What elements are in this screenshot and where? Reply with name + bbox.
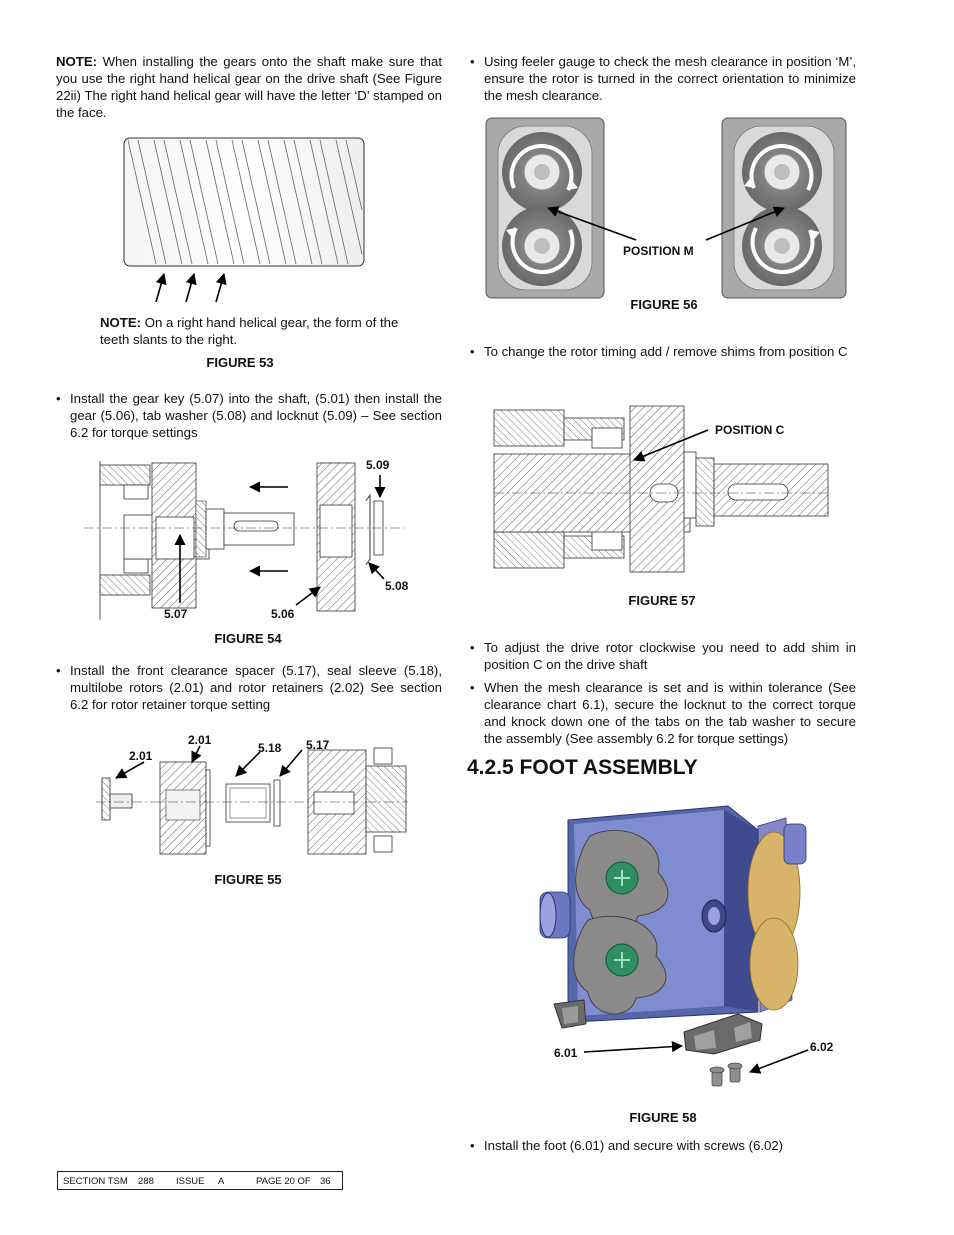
figure-55-caption: FIGURE 55 xyxy=(214,872,282,887)
label-5-07: 5.07 xyxy=(164,607,188,621)
footer-issue-label: ISSUE xyxy=(176,1176,205,1187)
bullet-icon: • xyxy=(470,54,475,69)
label-position-c: POSITION C xyxy=(715,423,785,437)
figure-54-caption: FIGURE 54 xyxy=(214,631,282,646)
label-position-m: POSITION M xyxy=(623,244,694,258)
label-2-01: 2.01 xyxy=(188,733,212,747)
footer-issue-value: A xyxy=(218,1176,225,1187)
page-footer xyxy=(57,1171,343,1190)
bullet-text: Install the front clearance spacer (5.17), seal sleeve (5.18), multilobe rotors (2.01) and rotor retainers (2.02) See section 6.2 for rotor retainer torque setting xyxy=(70,663,442,712)
gear-shaft-assembly-diagram xyxy=(84,455,404,625)
bullet-icon: • xyxy=(56,663,61,678)
label-5-06: 5.06 xyxy=(271,607,295,621)
bullet-icon: • xyxy=(470,344,475,359)
helical-gear-illustration xyxy=(118,136,370,306)
bullet-icon: • xyxy=(470,680,475,695)
label-5-17: 5.17 xyxy=(306,738,330,752)
rotor-housing-left xyxy=(486,118,604,298)
note-text: When installing the gears onto the shaft make sure that you use the right hand helical gear on the drive shaft (See Figure 22ii) The right hand helical gear will have the letter ‘D’ stamped on the face. xyxy=(56,54,442,120)
label-5-18: 5.18 xyxy=(258,741,282,755)
note-helical-form xyxy=(100,314,410,348)
bullet-text: To adjust the drive rotor clockwise you need to add shim in position C on the drive shaft xyxy=(484,640,856,672)
bullet-icon: • xyxy=(470,1138,475,1153)
figure-53-caption: FIGURE 53 xyxy=(206,355,274,370)
note-text: On a right hand helical gear, the form of the teeth slants to the right. xyxy=(100,315,399,347)
note-label: NOTE: xyxy=(56,54,98,69)
footer-section-number: 288 xyxy=(138,1176,154,1187)
figure-56-caption: FIGURE 56 xyxy=(630,297,698,312)
label-6-02: 6.02 xyxy=(810,1040,834,1054)
footer-page-label: PAGE 20 OF xyxy=(256,1176,311,1187)
note-label: NOTE: xyxy=(100,315,142,330)
figure-57-caption: FIGURE 57 xyxy=(628,593,696,608)
label-6-01: 6.01 xyxy=(554,1046,578,1060)
bullet-icon: • xyxy=(56,391,61,406)
label-5-09: 5.09 xyxy=(366,458,390,472)
note-gear-install xyxy=(56,53,442,121)
bullet-text: Using feeler gauge to check the mesh clearance in position ‘M’, ensure the rotor is turned in the correct orientation to minimize the mesh clearance. xyxy=(484,54,856,103)
footer-page-total: 36 xyxy=(320,1176,331,1187)
pump-foot-assembly-illustration xyxy=(538,800,854,1096)
bullet-text: Install the gear key (5.07) into the shaft, (5.01) then install the gear (5.06), tab washer (5.08) and locknut (5.09) – See section 6.2 for torque settings xyxy=(70,391,442,440)
figure-58-caption: FIGURE 58 xyxy=(629,1110,697,1125)
footer-section-label: SECTION TSM xyxy=(63,1176,128,1187)
label-2-01: 2.01 xyxy=(129,749,153,763)
bullet-text: To change the rotor timing add / remove shims from position C xyxy=(484,344,848,359)
bullet-text: Install the foot (6.01) and secure with screws (6.02) xyxy=(484,1138,784,1153)
bullet-text: When the mesh clearance is set and is within tolerance (See clearance chart 6.1), secure the locknut to the correct torque and knock down one of the tabs on the tab washer to secure the assembly (See assembly 6.2 for torque settings) xyxy=(484,680,856,746)
section-heading: 4.2.5 FOOT ASSEMBLY xyxy=(467,756,698,779)
label-5-08: 5.08 xyxy=(385,579,409,593)
rotor-mesh-position-diagram xyxy=(484,116,860,300)
bullet-icon: • xyxy=(470,640,475,655)
